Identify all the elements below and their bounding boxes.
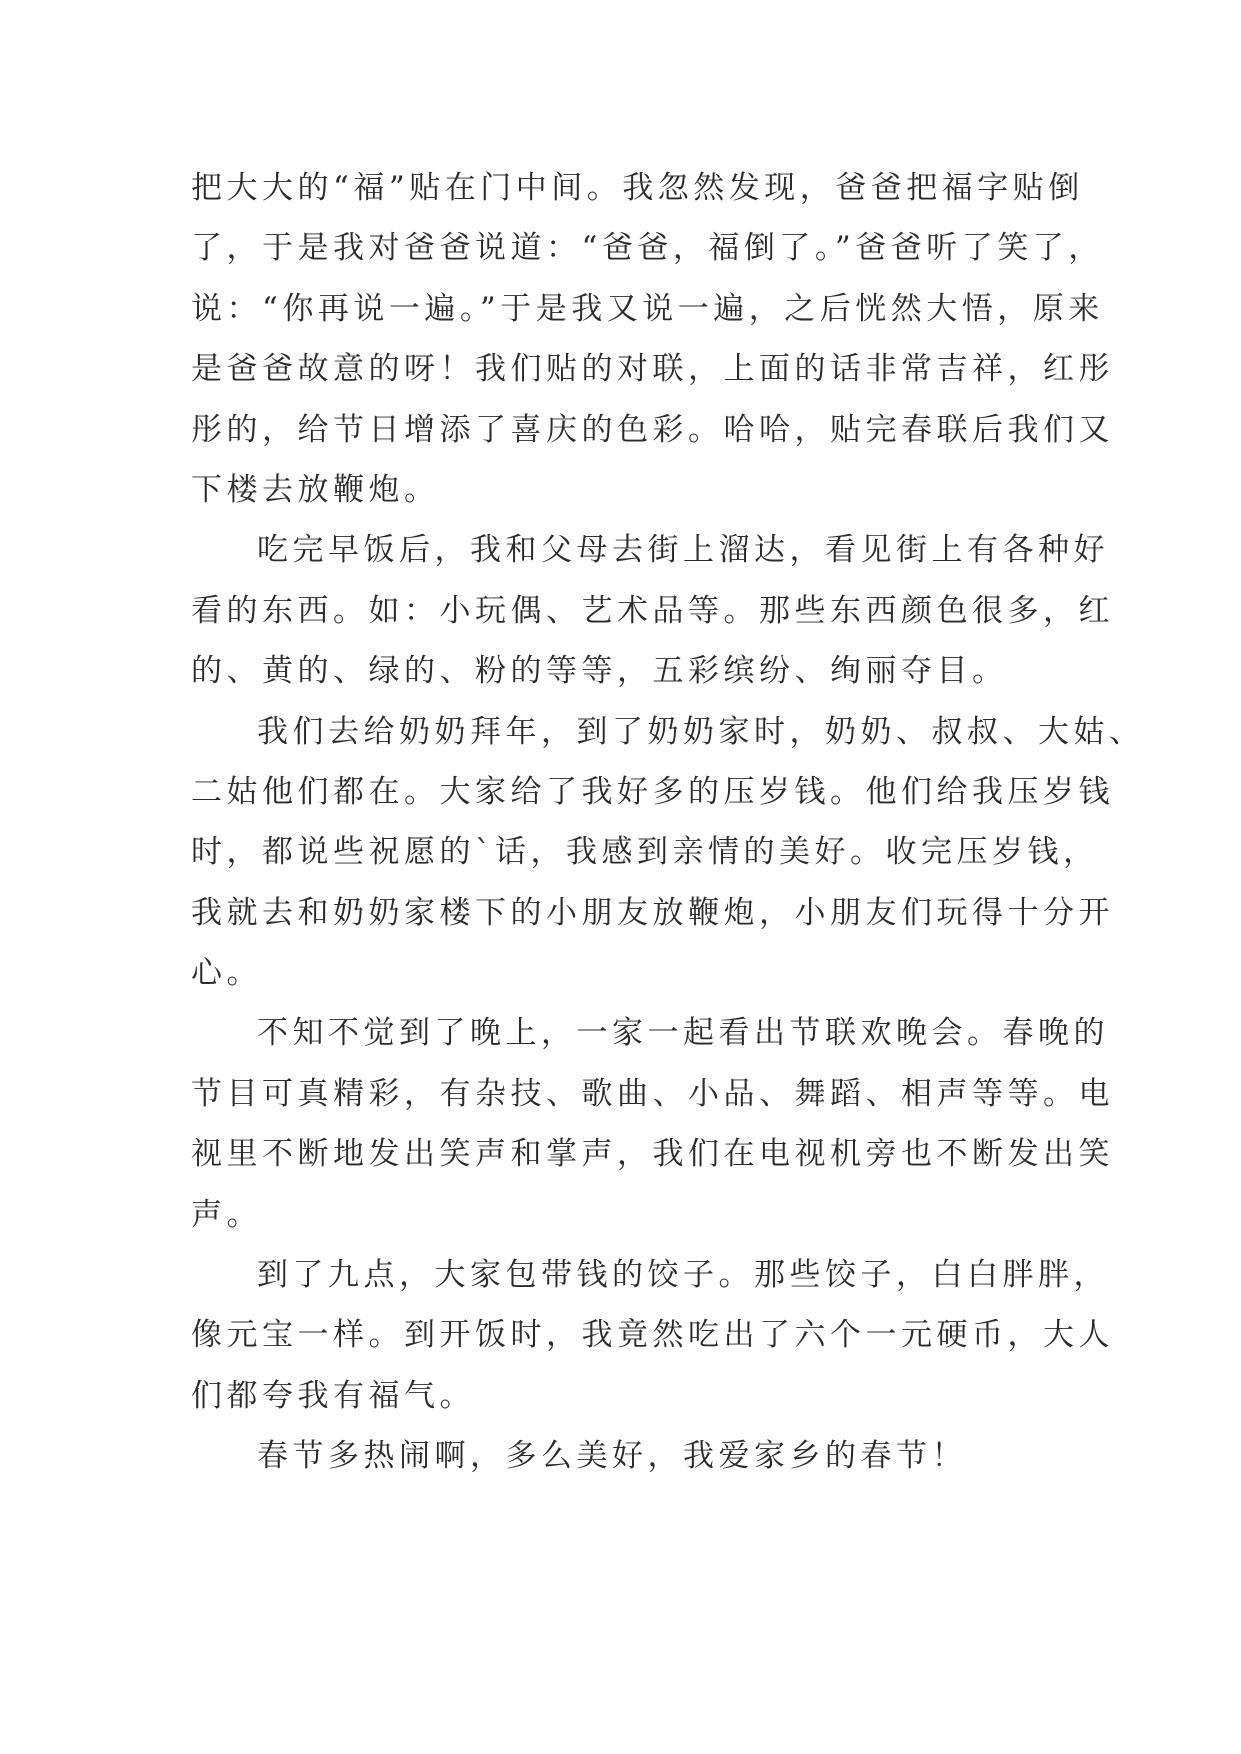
text-line: 说：“你再说一遍。”于是我又说一遍，之后恍然大悟，原来	[191, 290, 1104, 327]
text-line: 心。	[191, 955, 262, 992]
text-line: 我就去和奶奶家楼下的小朋友放鞭炮，小朋友们玩得十分开	[191, 894, 1114, 931]
text-line: 彤的，给节日增添了喜庆的色彩。哈哈，贴完春联后我们又	[191, 411, 1114, 448]
paragraph-first-line: 吃完早饭后，我和父母去街上溜达，看见街上有各种好	[257, 532, 1109, 569]
text-line: 把大大的“福”贴在门中间。我忽然发现，爸爸把福字贴倒	[191, 170, 1084, 206]
text-line: 看的东西。如：小玩偶、艺术品等。那些东西颜色很多，红	[191, 592, 1114, 629]
text-line: 视里不断地发出笑声和掌声，我们在电视机旁也不断发出笑	[191, 1136, 1114, 1173]
text-line: 了，于是我对爸爸说道：“爸爸，福倒了。”爸爸听了笑了，	[191, 230, 1104, 267]
text-line: 们都夸我有福气。	[191, 1377, 475, 1414]
text-line: 像元宝一样。到开饭时，我竟然吃出了六个一元硬币，大人	[191, 1317, 1114, 1354]
text-line: 时，都说些祝愿的`话，我感到亲情的美好。收完压岁钱，	[191, 834, 1099, 871]
text-line: 节目可真精彩，有杂技、歌曲、小品、舞蹈、相声等等。电	[191, 1075, 1114, 1112]
paragraph-first-line: 春节多热闹啊，多么美好，我爱家乡的春节！	[257, 1438, 967, 1475]
essay-body	[191, 158, 1145, 1487]
text-line: 下楼去放鞭炮。	[191, 471, 440, 508]
text-line: 的、黄的、绿的、粉的等等，五彩缤纷、绚丽夺目。	[191, 653, 1008, 690]
text-line: 是爸爸故意的呀！我们贴的对联，上面的话非常吉祥，红彤	[191, 351, 1114, 388]
paragraph-first-line: 我们去给奶奶拜年，到了奶奶家时，奶奶、叔叔、大姑、	[257, 713, 1145, 750]
paragraph-first-line: 不知不觉到了晚上，一家一起看出节联欢晚会。春晚的	[257, 1015, 1109, 1052]
paragraph-first-line: 到了九点，大家包带钱的饺子。那些饺子，白白胖胖，	[257, 1257, 1109, 1294]
text-line: 二姑他们都在。大家给了我好多的压岁钱。他们给我压岁钱	[191, 773, 1114, 810]
text-line: 声。	[191, 1196, 262, 1233]
